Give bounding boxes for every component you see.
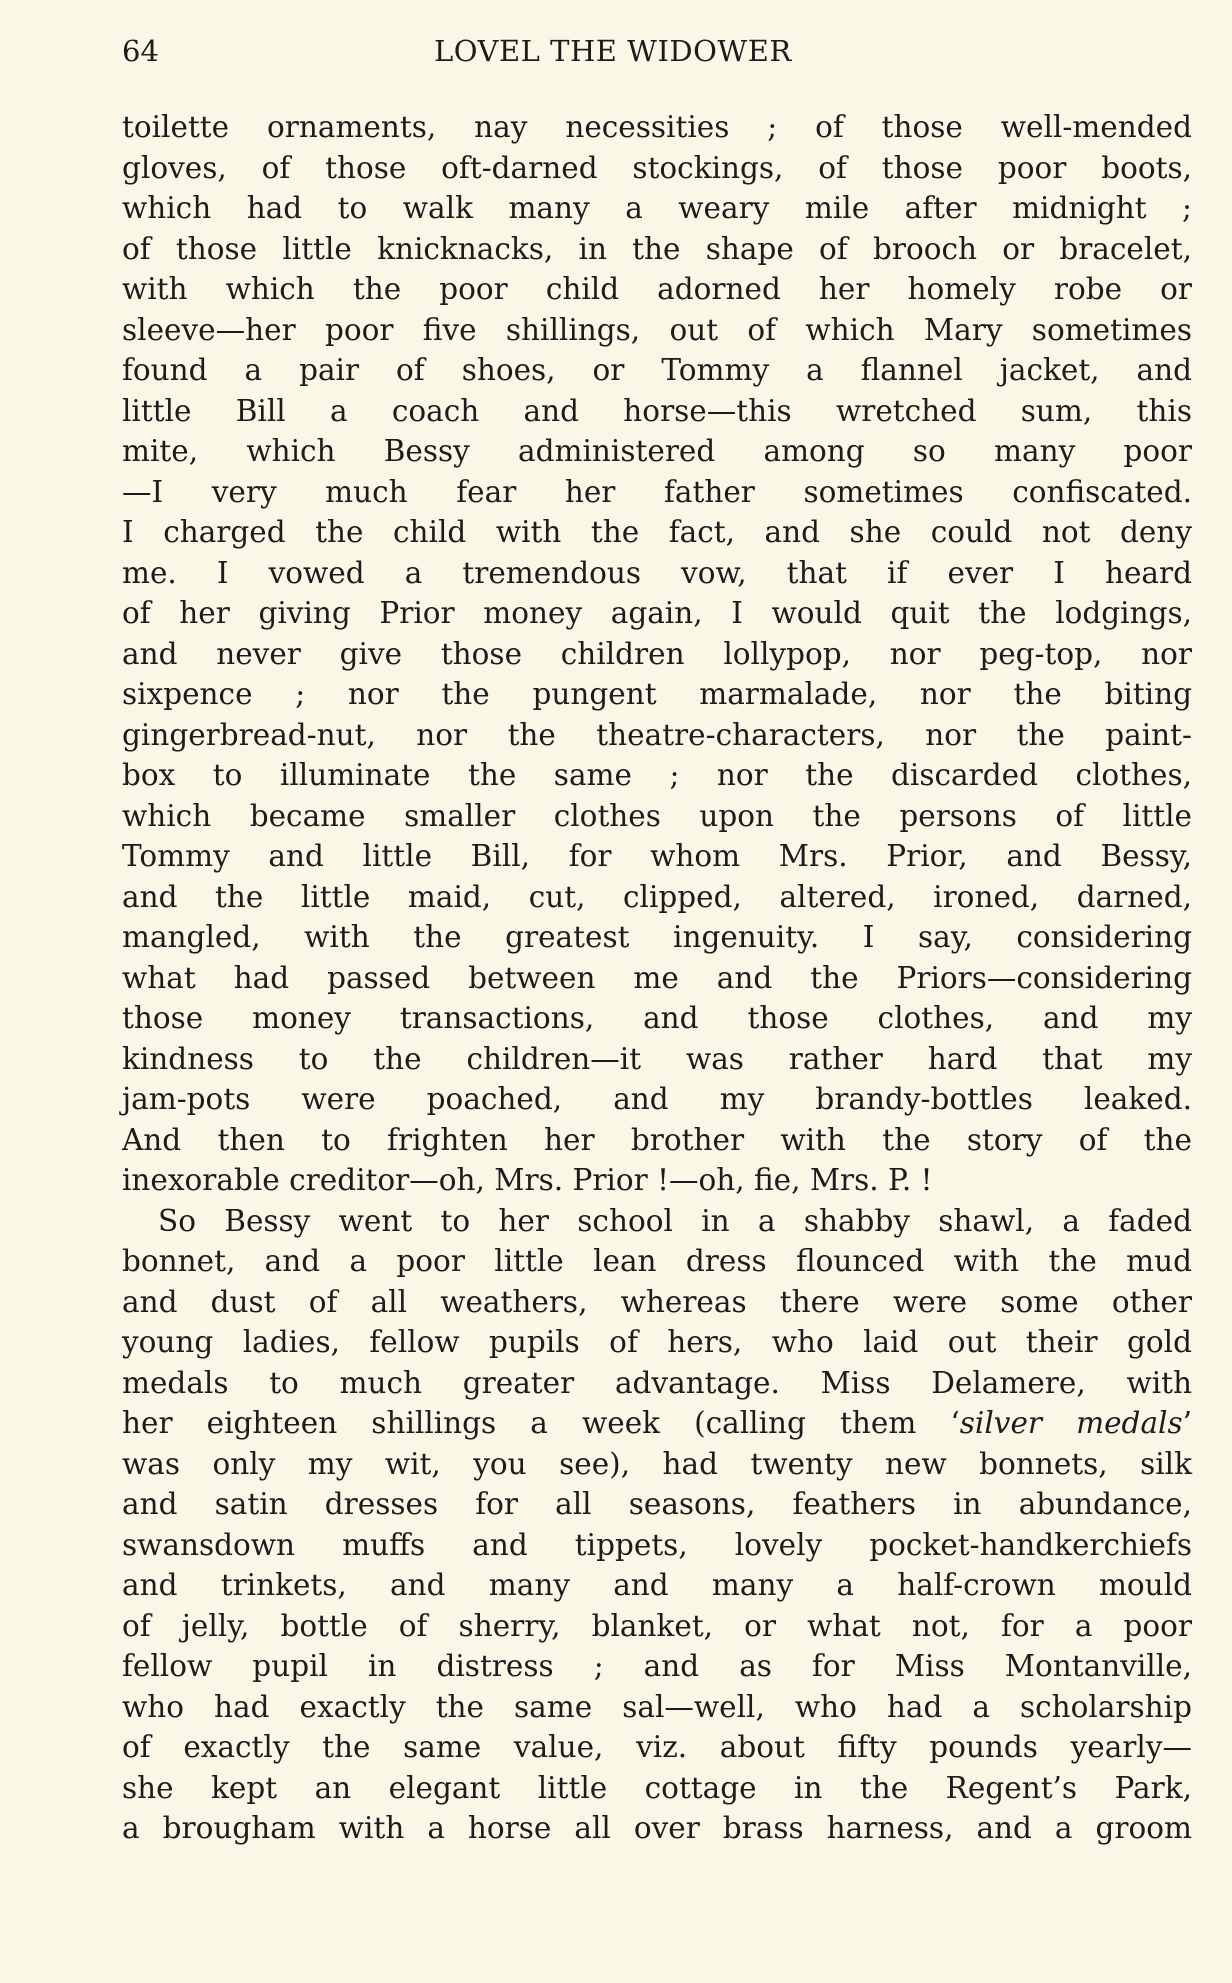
body-text <box>122 107 1192 1849</box>
text-line: a brougham with a horse all over brass harness, and a groom <box>122 1811 1192 1845</box>
text-line: which had to walk many a weary mile after midnight ; <box>122 191 1192 225</box>
line-segment: her eighteen shillings a week (calling them ‘ <box>122 1406 960 1440</box>
text-line: little Bill a coach and horse—this wretched sum, this <box>122 393 1192 428</box>
text-line: gingerbread-nut, nor the theatre-characters, nor the paint- <box>122 717 1192 752</box>
text-line: sleeve—her poor five shillings, out of which Mary sometimes <box>122 312 1192 347</box>
text-line: what had passed between me and the Priors—considering <box>122 960 1192 995</box>
text-line: medals to much greater advantage. Miss Delamere, with <box>122 1365 1192 1400</box>
text-line: which became smaller clothes upon the persons of little <box>122 798 1192 833</box>
text-line: who had exactly the same sal—well, who had a scholarship <box>122 1689 1192 1724</box>
text-line: mangled, with the greatest ingenuity. I say, considering <box>122 920 1192 954</box>
page-header <box>122 34 1192 74</box>
text-line: found a pair of shoes, or Tommy a flannel jacket, and <box>122 353 1192 387</box>
text-line: And then to frighten her brother with the story of the <box>122 1122 1192 1157</box>
text-line: of those little knicknacks, in the shape of brooch or bracelet, <box>122 231 1192 266</box>
text-line: those money transactions, and those clothes, and my <box>122 1001 1192 1035</box>
page-number: 64 <box>122 34 159 68</box>
text-line: inexorable creditor—oh, Mrs. Prior !—oh, fie, Mrs. P. ! <box>122 1163 933 1197</box>
text-line: and the little maid, cut, clipped, altered, ironed, darned, <box>122 879 1192 914</box>
text-line: of jelly, bottle of sherry, blanket, or what not, for a poor <box>122 1608 1192 1643</box>
text-line: jam-pots were poached, and my brandy-bottles leaked. <box>122 1082 1192 1116</box>
text-line: —I very much fear her father sometimes confiscated. <box>122 474 1192 509</box>
text-line: toilette ornaments, nay necessities ; of those well-mended <box>122 110 1192 144</box>
text-line: and never give those children lollypop, nor peg-top, nor <box>122 636 1192 671</box>
text-line: fellow pupil in distress ; and as for Miss Montanville, <box>122 1649 1192 1683</box>
text-line: she kept an elegant little cottage in the Regent’s Park, <box>122 1770 1192 1805</box>
text-line: and satin dresses for all seasons, feathers in abundance, <box>122 1487 1192 1521</box>
text-line: of her giving Prior money again, I would quit the lodgings, <box>122 596 1192 630</box>
text-line-italic <box>122 1403 1192 1444</box>
text-line: young ladies, fellow pupils of hers, who laid out their gold <box>122 1325 1192 1359</box>
line-segment: ’ <box>1182 1406 1192 1440</box>
text-line: and trinkets, and many and many a half-crown mould <box>122 1568 1192 1602</box>
text-line: me. I vowed a tremendous vow, that if ever I heard <box>122 555 1192 590</box>
italic-phrase: silver medals <box>959 1406 1183 1440</box>
text-line: kindness to the children—it was rather hard that my <box>122 1041 1192 1076</box>
text-line: So Bessy went to her school in a shabby shawl, a faded <box>158 1203 1192 1238</box>
text-line: Tommy and little Bill, for whom Mrs. Prior, and Bessy, <box>122 839 1192 873</box>
text-line: mite, which Bessy administered among so many poor <box>122 434 1192 468</box>
text-line: I charged the child with the fact, and she could not deny <box>122 515 1192 549</box>
text-line: was only my wit, you see), had twenty new bonnets, silk <box>122 1446 1192 1481</box>
text-line: of exactly the same value, viz. about fifty pounds yearly— <box>122 1730 1192 1764</box>
text-line: swansdown muffs and tippets, lovely pocket-handkerchiefs <box>122 1527 1192 1562</box>
text-line: box to illuminate the same ; nor the discarded clothes, <box>122 758 1192 792</box>
text-line: and dust of all weathers, whereas there were some other <box>122 1284 1192 1319</box>
running-title: LOVEL THE WIDOWER <box>434 34 792 68</box>
text-line: sixpence ; nor the pungent marmalade, nor the biting <box>122 677 1192 711</box>
text-line: bonnet, and a poor little lean dress flounced with the mud <box>122 1244 1192 1278</box>
text-line: gloves, of those oft-darned stockings, of those poor boots, <box>122 150 1192 185</box>
text-line: with which the poor child adorned her homely robe or <box>122 272 1192 306</box>
